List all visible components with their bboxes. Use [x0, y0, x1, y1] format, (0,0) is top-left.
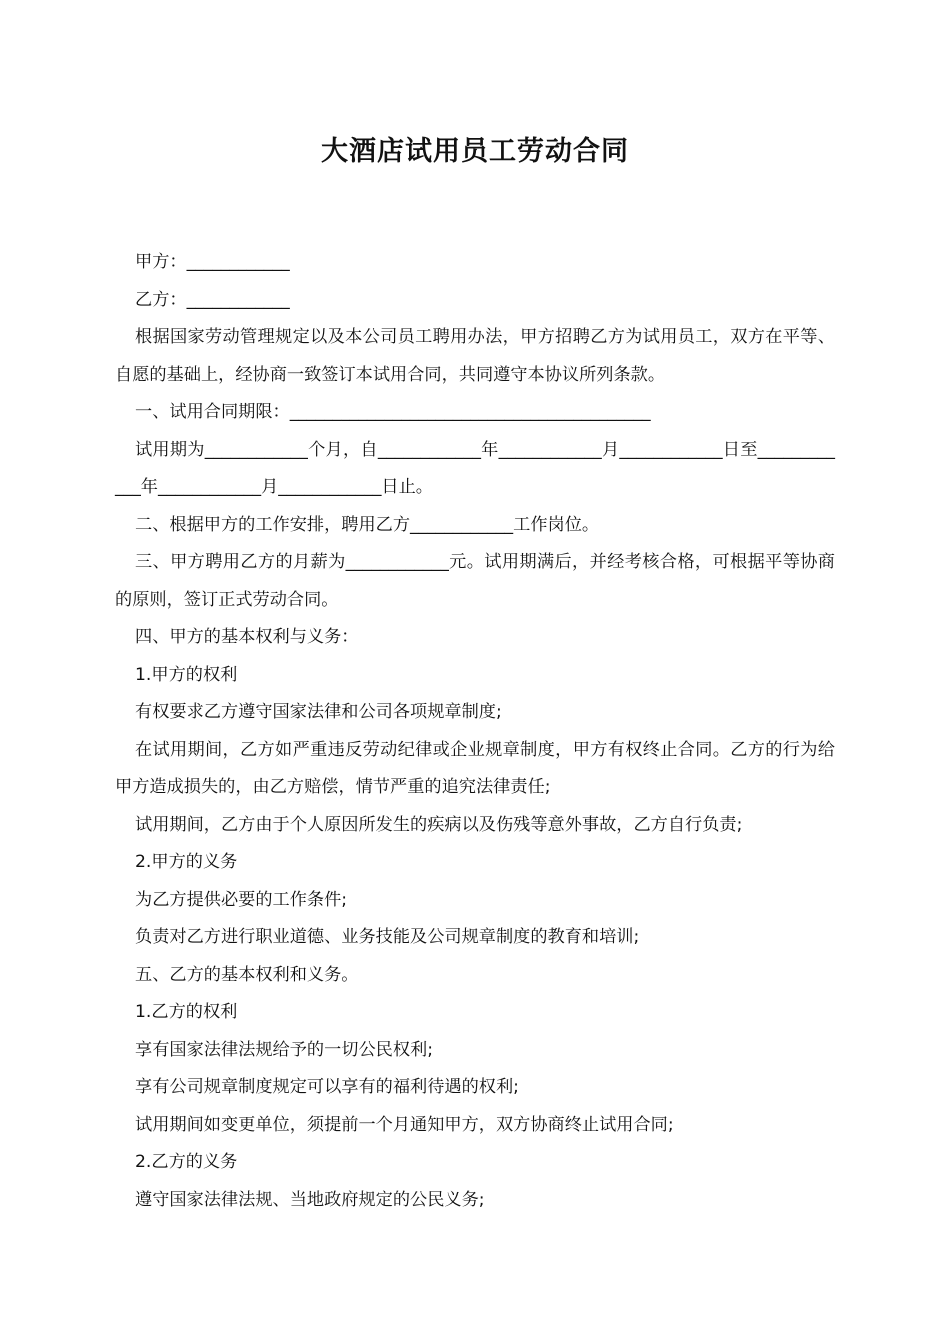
- preamble-paragraph: 根据国家劳动管理规定以及本公司员工聘用办法，甲方招聘乙方为试用员工，双方在平等、自愿的基础上，经协商一致签订本试用合同，共同遵守本协议所列条款。: [115, 327, 835, 385]
- party-a-line: 甲方：____________: [135, 252, 290, 272]
- party-b-duties-heading: 2.乙方的义务: [135, 1152, 238, 1172]
- list-item: 有权要求乙方遵守国家法律和公司各项规章制度;: [135, 702, 502, 722]
- clause-5-heading: 五、乙方的基本权利和义务。: [135, 964, 359, 985]
- list-item: 享有公司规章制度规定可以享有的福利待遇的权利;: [135, 1077, 519, 1097]
- clause-1-heading: 一、试用合同期限：__________________________________________: [135, 402, 651, 422]
- list-item: 遵守国家法律法规、当地政府规定的公民义务;: [135, 1189, 485, 1210]
- clause-2-paragraph: 二、根据甲方的工作安排，聘用乙方____________工作岗位。: [135, 514, 600, 535]
- clause-3-paragraph: 三、甲方聘用乙方的月薪为____________元。试用期满后，并经考核合格，可根据平等协商的原则，签订正式劳动合同。: [115, 552, 835, 610]
- list-item: 试用期间如变更单位，须提前一个月通知甲方，双方协商终止试用合同;: [135, 1114, 674, 1135]
- probation-period-paragraph: 试用期为____________个月，自____________年____________月____________日至____________年____________月____________日止。: [115, 439, 835, 497]
- list-item: 试用期间，乙方由于个人原因所发生的疾病以及伤残等意外事故，乙方自行负责;: [135, 814, 743, 835]
- party-b-line: 乙方：____________: [135, 289, 290, 310]
- clause-4-heading: 四、甲方的基本权利与义务：: [135, 627, 359, 647]
- party-b-rights-heading: 1.乙方的权利: [135, 1002, 238, 1022]
- list-item: 在试用期间，乙方如严重违反劳动纪律或企业规章制度，甲方有权终止合同。乙方的行为给甲方造成损失的，由乙方赔偿，情节严重的追究法律责任;: [115, 739, 835, 797]
- party-a-rights-heading: 1.甲方的权利: [135, 664, 238, 685]
- document-body: [115, 244, 835, 1219]
- list-item: 享有国家法律法规给予的一切公民权利;: [135, 1039, 433, 1060]
- list-item: 负责对乙方进行职业道德、业务技能及公司规章制度的教育和培训;: [135, 927, 640, 947]
- list-item: 为乙方提供必要的工作条件;: [135, 889, 348, 910]
- document-title: 大酒店试用员工劳动合同: [321, 136, 629, 167]
- party-a-duties-heading: 2.甲方的义务: [135, 852, 238, 872]
